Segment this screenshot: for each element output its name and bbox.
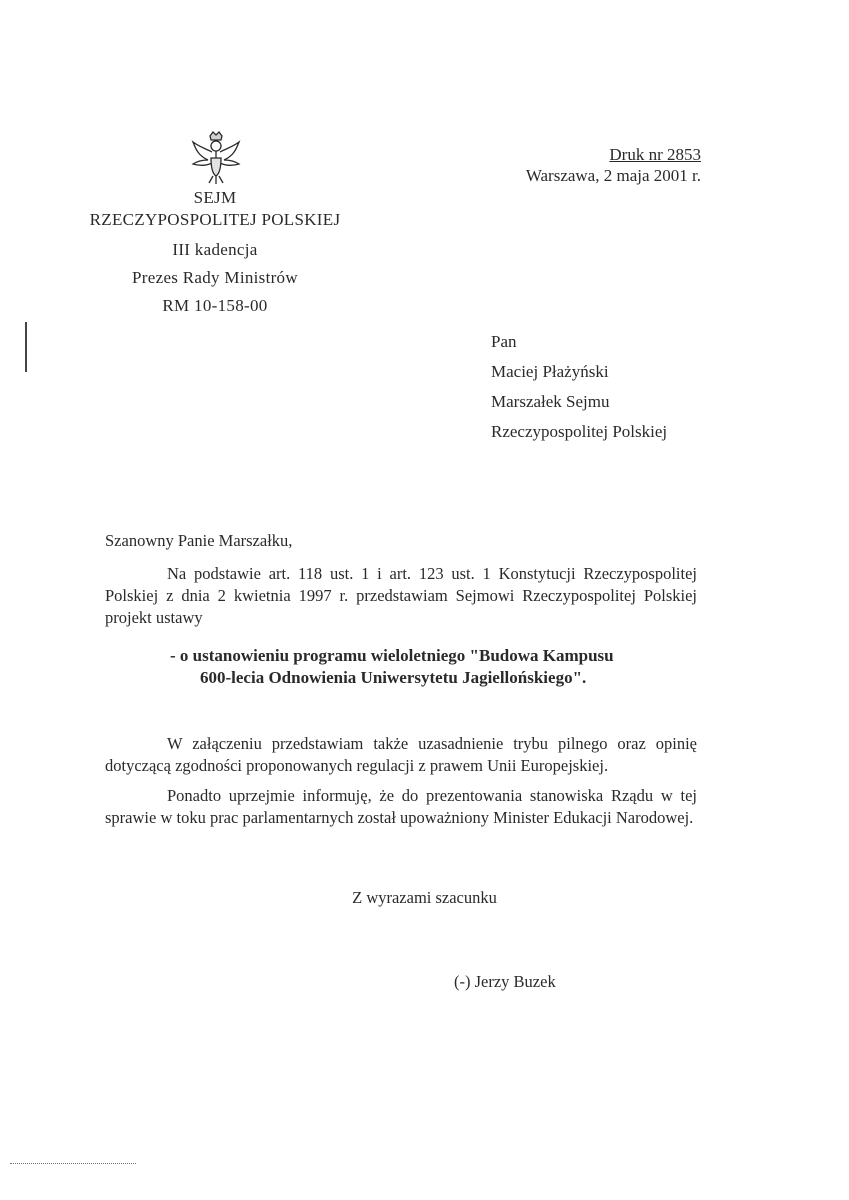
print-number: Druk nr 2853 — [609, 145, 701, 164]
paragraph-2: W załączeniu przedstawiam także uzasadnienie trybu pilnego oraz opinię dotyczącą zgodności proponowanych regulacji z prawem Unii Europejskiej. — [105, 734, 697, 775]
addressee-institution: Rzeczypospolitej Polskiej — [491, 422, 668, 441]
bill-title-line-2: 600-lecia Odnowienia Uniwersytetu Jagiellońskiego". — [200, 668, 587, 687]
greeting: Szanowny Panie Marszałku, — [105, 531, 293, 550]
reference-number: RM 10-158-00 — [162, 296, 268, 315]
republic-label: RZECZYPOSPOLITEJ POLSKIEJ — [89, 210, 341, 229]
paragraph-1: Na podstawie art. 118 ust. 1 i art. 123 ust. 1 Konstytucji Rzeczypospolitej Polskiej z dnia 2 kwietnia 1997 r. przedstawiam Sejmowi Rzeczypospolitej Polskiej projekt ustawy — [105, 564, 697, 627]
place-date: Warszawa, 2 maja 2001 r. — [525, 166, 701, 185]
bill-title-line-1: - o ustanowieniu programu wieloletniego "Budowa Kampusu — [170, 646, 614, 665]
paragraph-3: Ponadto uprzejmie informuję, że do prezentowania stanowiska Rządu w tej sprawie w toku prac parlamentarnych został upoważniony Minister Edukacji Narodowej. — [105, 786, 697, 827]
margin-mark — [25, 322, 27, 372]
sejm-label: SEJM — [193, 188, 237, 207]
addressee-title: Pan — [491, 332, 517, 351]
addressee-name: Maciej Płażyński — [491, 362, 609, 381]
polish-eagle-emblem-icon — [190, 130, 242, 186]
signature: (-) Jerzy Buzek — [454, 972, 556, 991]
addressee-position: Marszałek Sejmu — [491, 392, 610, 411]
office-label: Prezes Rady Ministrów — [132, 268, 298, 287]
footer-dotted-line — [10, 1163, 136, 1164]
term-label: III kadencja — [172, 240, 258, 259]
closing-phrase: Z wyrazami szacunku — [352, 888, 497, 907]
